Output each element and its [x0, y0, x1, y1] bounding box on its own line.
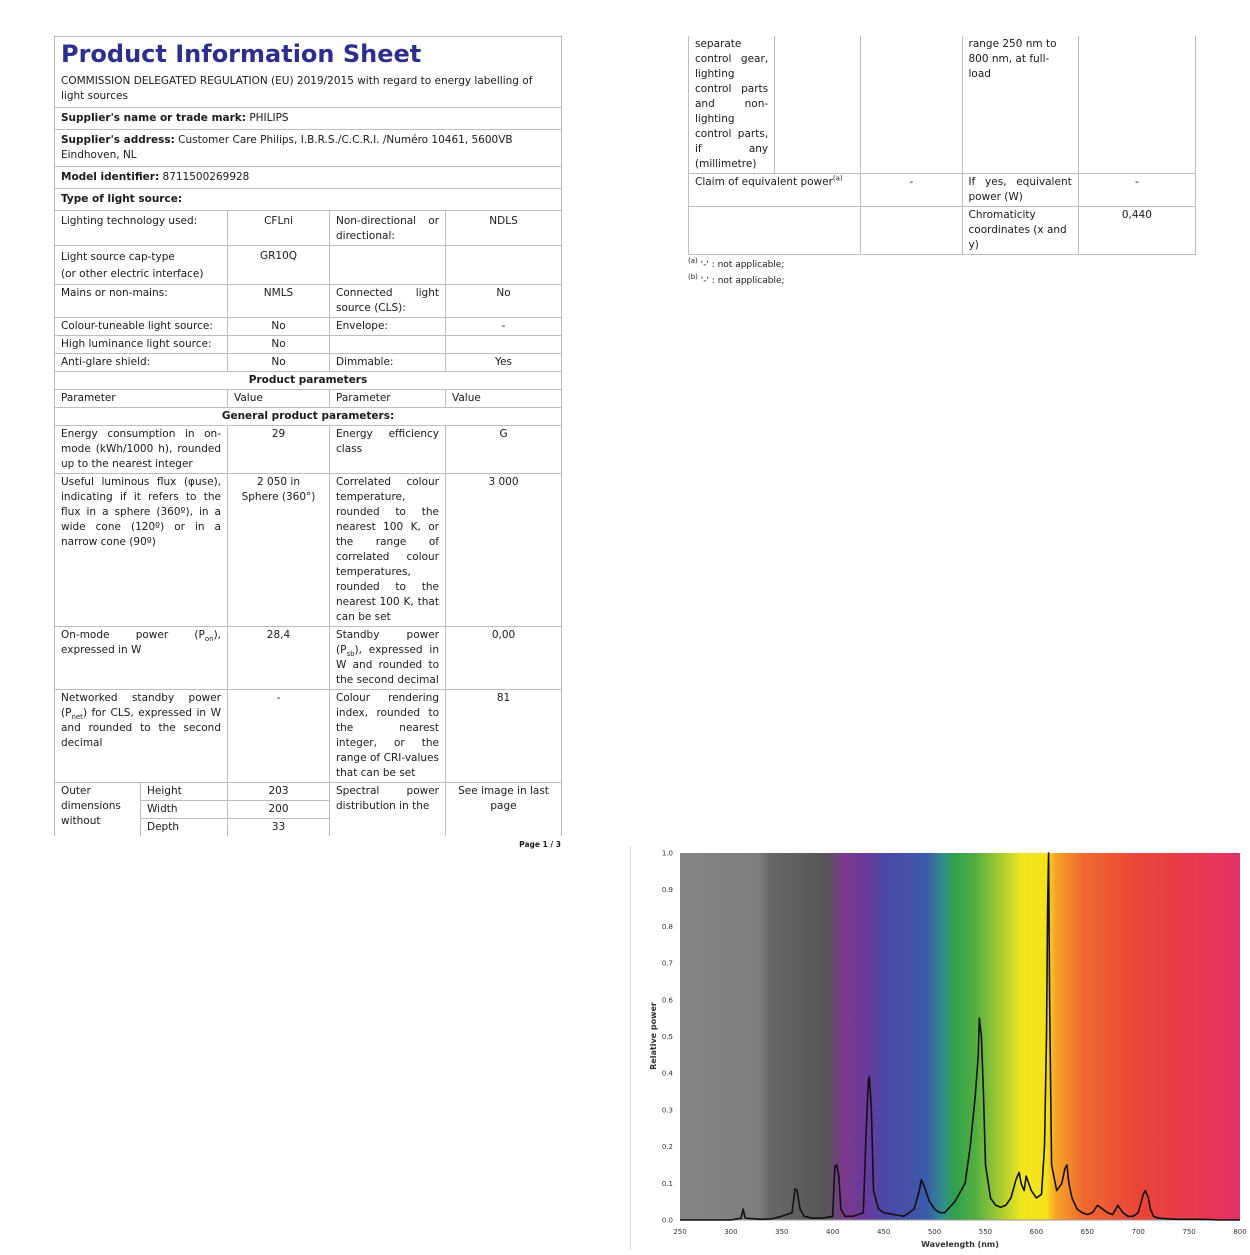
energy-consumption-label: Energy consumption in on-mode (kWh/1000 h), rounded up to the nearest integer — [55, 426, 228, 474]
y-tick-label: 0.4 — [661, 1069, 673, 1078]
plot-area — [680, 853, 1240, 1220]
highlum-label: High luminance light source: — [55, 336, 228, 354]
dimmable-label: Dimmable: — [330, 354, 446, 372]
luminous-flux-label: Useful luminous flux (φuse), indicating if it refers to the flux in a sphere (360º), in a wide cone (120º) or in a narrow cone (90º) — [55, 474, 228, 627]
x-tick-label: 250 — [673, 1228, 687, 1236]
cls-value: No — [446, 285, 562, 318]
x-tick-label: 300 — [724, 1228, 738, 1236]
efficiency-class-value: G — [446, 426, 562, 474]
empty-cell — [446, 246, 562, 285]
height-label: Height — [141, 783, 228, 801]
networked-standby-value: - — [228, 690, 330, 783]
footnote-b-mark: (b) — [688, 273, 698, 281]
y-tick-label: 0.3 — [661, 1106, 673, 1115]
product-info-table — [54, 36, 562, 836]
mains-label: Mains or non-mains: — [55, 285, 228, 318]
luminous-flux-value — [228, 474, 330, 627]
x-tick-label: 800 — [1233, 1228, 1247, 1236]
networked-standby-label — [55, 690, 228, 783]
supplier-name: PHILIPS — [249, 112, 289, 124]
y-tick-labels — [662, 850, 674, 1225]
x-tick-label: 500 — [927, 1228, 942, 1236]
luminous-flux-geometry: Sphere (360°) — [241, 491, 316, 503]
supplier-address-label: Supplier's address: — [61, 134, 175, 146]
cls-label: Connected light source (CLS): — [330, 285, 446, 318]
outer-dimensions-label: Outer dimensions without — [55, 783, 141, 837]
x-tick-label: 650 — [1080, 1228, 1094, 1236]
mains-value: NMLS — [228, 285, 330, 318]
antiglare-label: Anti-glare shield: — [55, 354, 228, 372]
luminous-flux-amount: 2 050 in — [257, 476, 300, 488]
spd-label: Spectral power distribution in the — [330, 783, 446, 837]
empty-cell — [861, 207, 962, 255]
cct-label: Correlated colour temperature, rounded to the nearest 100 K, or the range of correlated colour temperatures, rounded to the nearest 100 K, that can be set — [330, 474, 446, 627]
continuation-table — [688, 36, 1196, 255]
col-value-2: Value — [446, 390, 562, 408]
directional-label: Non-directional or directional: — [330, 211, 446, 246]
networked-standby-sub: net — [71, 713, 83, 722]
width-value: 200 — [228, 801, 330, 819]
highlum-value: No — [228, 336, 330, 354]
cri-value: 81 — [446, 690, 562, 783]
y-tick-label: 0.8 — [661, 922, 673, 931]
regulation-text: COMMISSION DELEGATED REGULATION (EU) 2019/2015 with regard to energy labelling of light sources — [61, 75, 533, 102]
control-gear-label: separate control gear, lighting control parts and non-lighting control parts, if any (millimetre) — [689, 36, 775, 174]
efficiency-class-label: Energy efficiency class — [330, 426, 446, 474]
col-parameter-2: Parameter — [330, 390, 446, 408]
spectral-power-chart — [631, 846, 1250, 1250]
empty-cell — [330, 336, 446, 354]
cap-label-line1: Light source cap-type — [61, 251, 175, 263]
footnote-b-text: '-' : not applicable; — [700, 276, 785, 286]
equivalent-power-value: - — [861, 174, 962, 207]
onmode-power-sub: on — [204, 635, 214, 644]
y-tick-label: 1.0 — [661, 849, 673, 858]
width-label: Width — [141, 801, 228, 819]
onmode-power-value: 28,4 — [228, 627, 330, 690]
col-value-1: Value — [228, 390, 330, 408]
depth-label: Depth — [141, 819, 228, 837]
col-parameter-1: Parameter — [55, 390, 228, 408]
x-tick-label: 700 — [1131, 1228, 1145, 1236]
footnote-a — [688, 257, 1196, 273]
equivalent-power-sup: (a) — [832, 174, 843, 183]
envelope-value: - — [446, 318, 562, 336]
tuneable-label: Colour-tuneable light source: — [55, 318, 228, 336]
standby-power-value: 0,00 — [446, 627, 562, 690]
empty-cell — [861, 36, 962, 174]
onmode-power-label-a: On-mode power (P — [61, 629, 205, 641]
page-title: Product Information Sheet — [61, 40, 422, 68]
continuation-page — [688, 36, 1196, 289]
model-identifier: 8711500269928 — [162, 171, 250, 183]
general-params-heading: General product parameters: — [55, 408, 562, 426]
page-number: Page 1 / 3 — [519, 840, 561, 849]
x-tick-label: 600 — [1029, 1228, 1044, 1236]
empty-cell — [1078, 36, 1195, 174]
supplier-name-label: Supplier's name or trade mark: — [61, 112, 246, 124]
cap-label-line2: (or other electric interface) — [61, 268, 204, 280]
chromaticity-label: Chromaticity coordinates (x and y) — [962, 207, 1078, 255]
x-tick-label: 550 — [978, 1228, 993, 1236]
spd-range-text: range 250 nm to 800 nm, at full-load — [962, 36, 1078, 174]
x-axis-label: Wavelength (nm) — [921, 1240, 999, 1249]
model-label: Model identifier: — [61, 171, 160, 183]
tuneable-value: No — [228, 318, 330, 336]
dimmable-value: Yes — [446, 354, 562, 372]
equivalent-power-label — [689, 174, 861, 207]
standby-power-label-a: Standby power (P — [336, 629, 439, 656]
chromaticity-value: 0,440 — [1078, 207, 1195, 255]
cct-value: 3 000 — [446, 474, 562, 627]
empty-cell — [775, 36, 861, 174]
networked-standby-label-a: Networked standby power (P — [61, 692, 221, 719]
y-tick-label: 0.1 — [661, 1179, 673, 1188]
y-tick-label: 0.0 — [661, 1216, 673, 1225]
spectrum-chart-panel — [630, 846, 1250, 1250]
x-tick-label: 400 — [826, 1228, 840, 1236]
onmode-power-label — [55, 627, 228, 690]
cri-label: Colour rendering index, rounded to the nearest integer, or the range of CRI-values that can be set — [330, 690, 446, 783]
y-tick-label: 0.6 — [661, 996, 673, 1005]
x-tick-label: 750 — [1182, 1228, 1196, 1236]
footnote-a-text: '-' : not applicable; — [700, 260, 785, 270]
y-tick-label: 0.7 — [661, 959, 673, 968]
standby-power-sub: sb — [346, 650, 355, 659]
networked-standby-label-b: ) for CLS, expressed in W and rounded to the second decimal — [61, 707, 221, 749]
y-tick-label: 0.2 — [661, 1143, 673, 1152]
empty-cell — [689, 207, 861, 255]
y-tick-label: 0.9 — [661, 886, 673, 895]
footnotes — [688, 257, 1196, 289]
empty-cell — [446, 336, 562, 354]
antiglare-value: No — [228, 354, 330, 372]
supplier-address: Customer Care Philips, I.B.R.S./C.C.R.I. /Numéro 10461, 5600VB Eindhoven, NL — [61, 134, 513, 161]
type-label: Type of light source: — [61, 193, 183, 205]
onmode-power-label-b: ), expressed in W — [61, 629, 221, 656]
y-axis-label: Relative power — [649, 1002, 658, 1070]
height-value: 203 — [228, 783, 330, 801]
footnote-b — [688, 273, 1196, 289]
product-params-heading: Product parameters — [55, 372, 562, 390]
equivalent-power-text: Claim of equivalent power — [695, 176, 833, 188]
directional-value: NDLS — [446, 211, 562, 246]
envelope-label: Envelope: — [330, 318, 446, 336]
y-tick-label: 0.5 — [661, 1033, 673, 1041]
x-tick-label: 350 — [775, 1228, 789, 1236]
energy-consumption-value: 29 — [228, 426, 330, 474]
footnote-a-mark: (a) — [688, 257, 698, 265]
empty-cell — [330, 246, 446, 285]
ifyes-label: If yes, equivalent power (W) — [962, 174, 1078, 207]
product-sheet-page — [54, 36, 561, 852]
lighting-tech-value: CFLni — [228, 211, 330, 246]
standby-power-label — [330, 627, 446, 690]
spd-value: See image in last page — [446, 783, 562, 837]
depth-value: 33 — [228, 819, 330, 837]
x-tick-labels — [673, 1228, 1246, 1236]
standby-power-label-b: ), expressed in W and rounded to the second decimal — [336, 644, 439, 686]
x-tick-label: 450 — [876, 1228, 891, 1236]
lighting-tech-label: Lighting technology used: — [55, 211, 228, 246]
cap-value: GR10Q — [228, 246, 330, 285]
cap-label — [55, 246, 228, 285]
ifyes-value: - — [1078, 174, 1195, 207]
